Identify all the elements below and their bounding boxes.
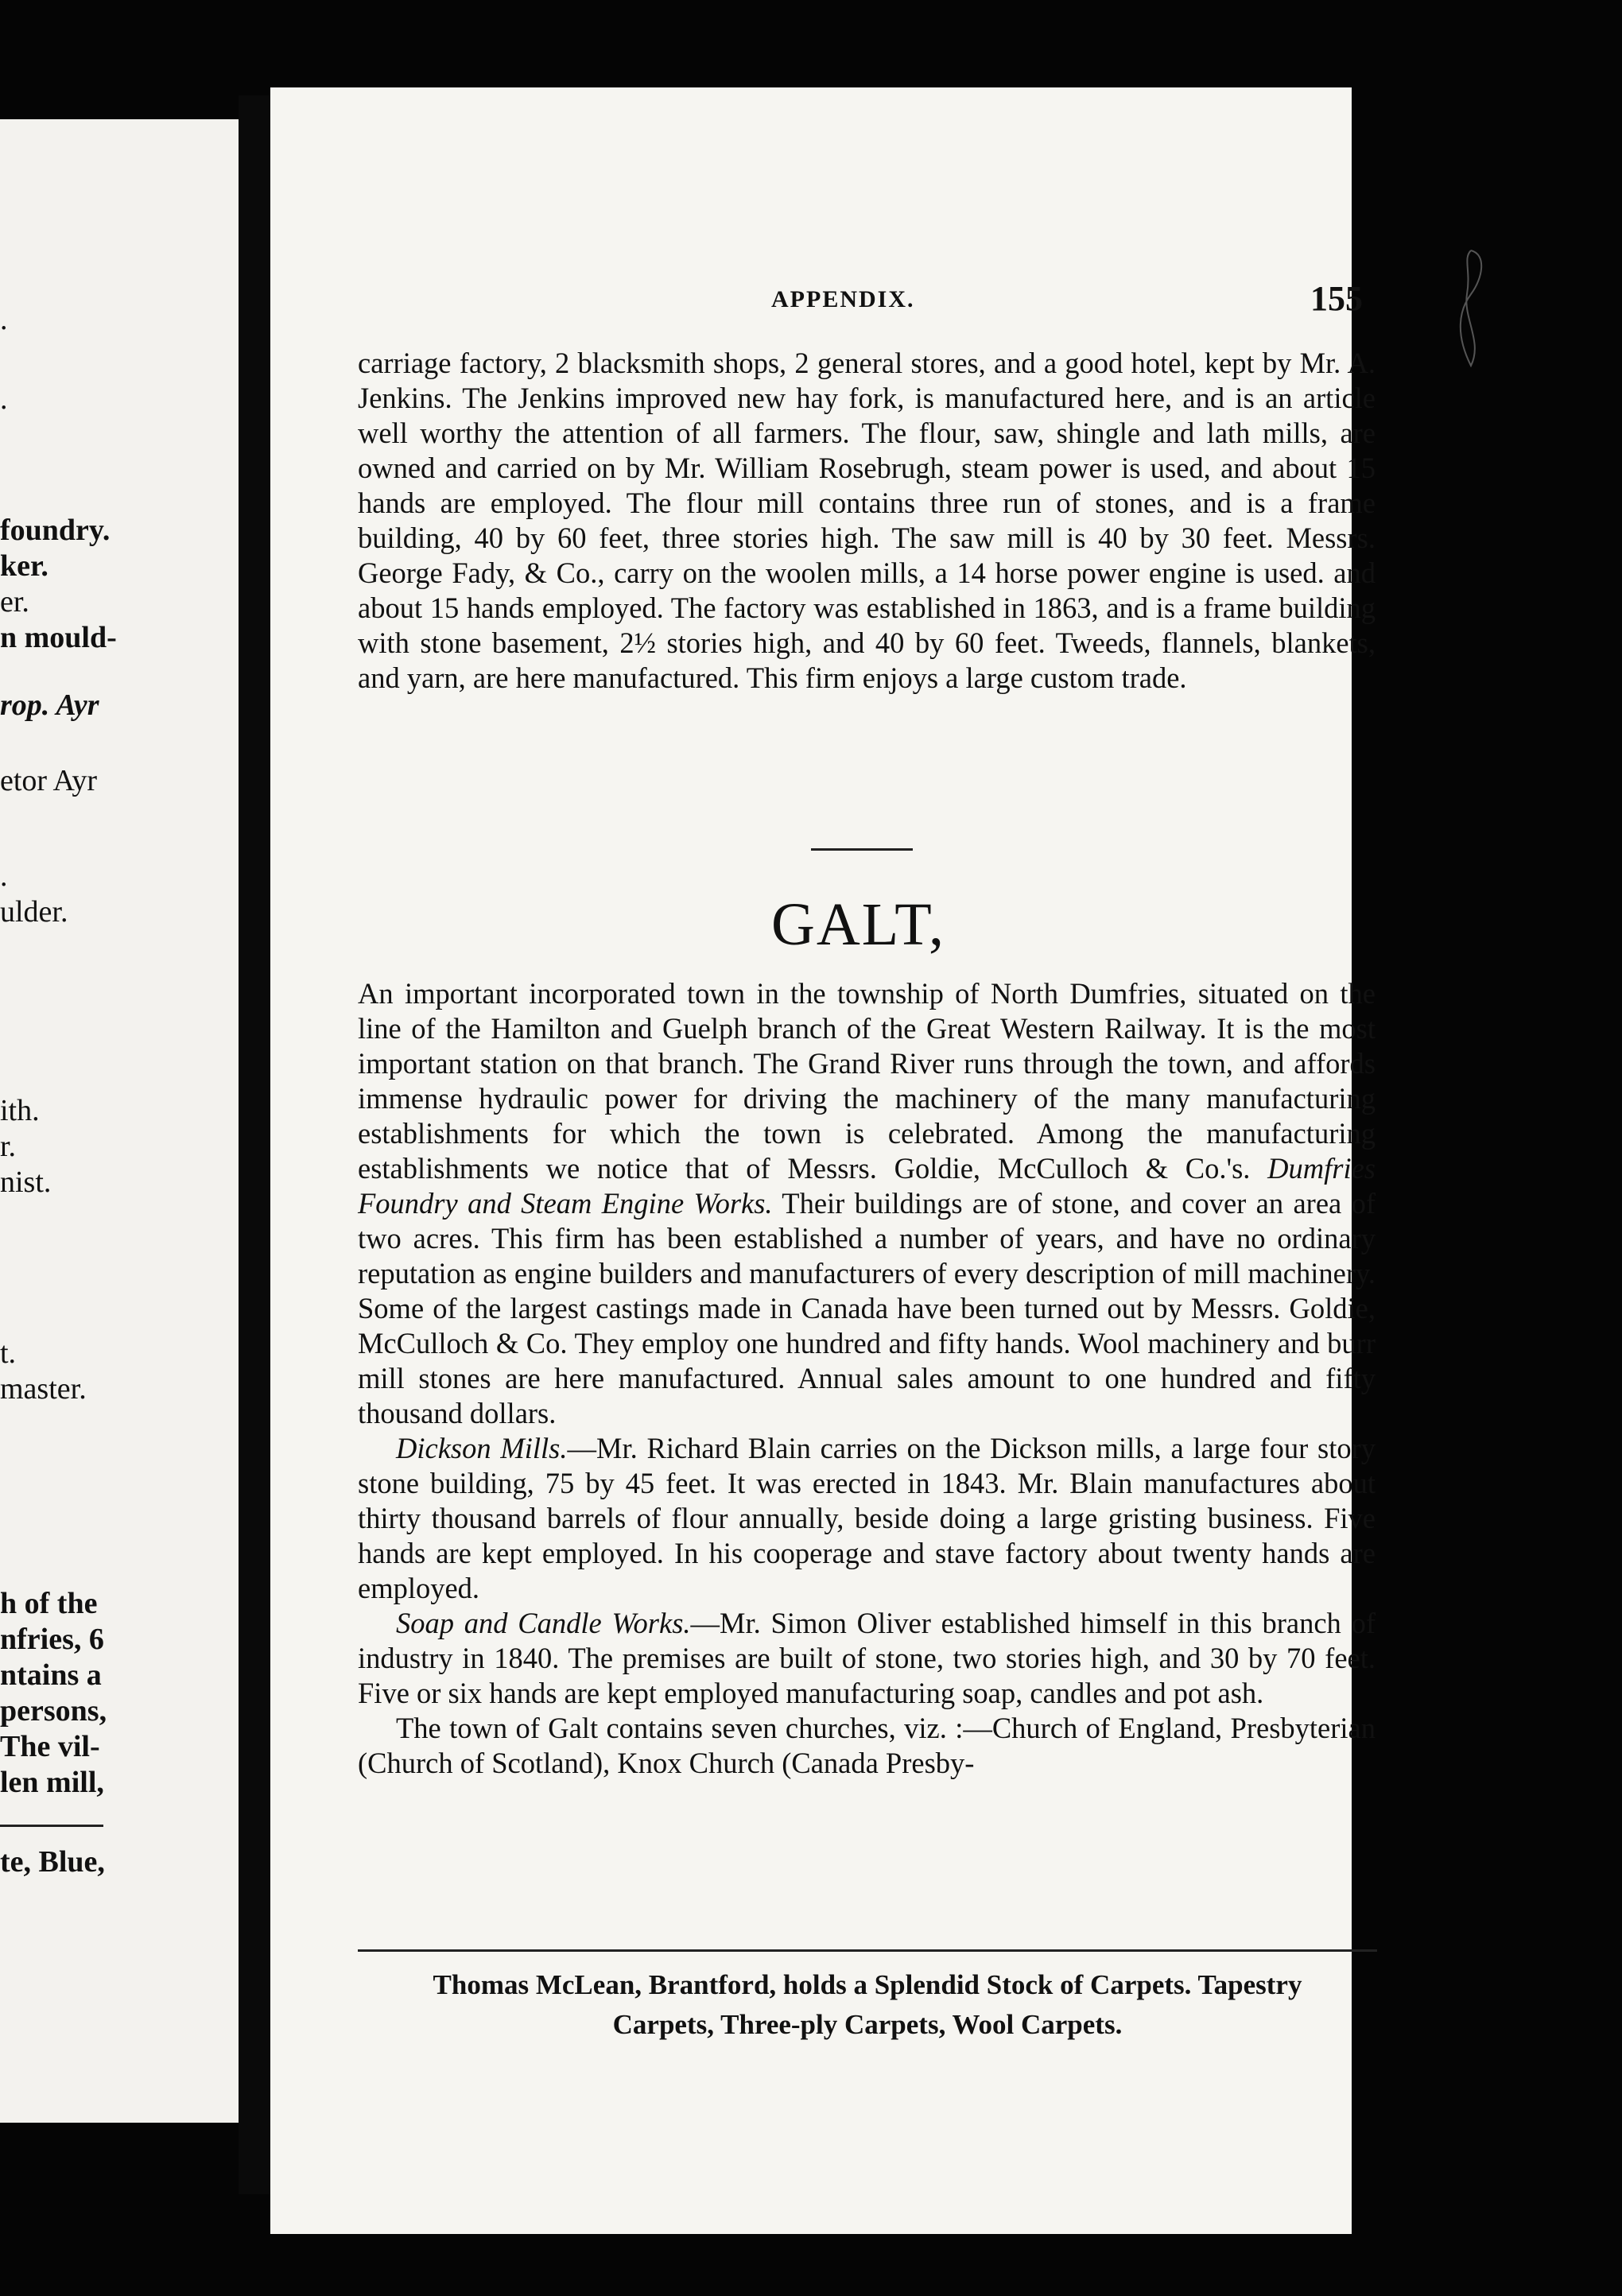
book-page bbox=[270, 87, 1376, 2234]
paragraph-soap-candle bbox=[358, 1606, 1376, 1711]
left-page-line: r. bbox=[0, 1130, 17, 1163]
left-page-line: ith. bbox=[0, 1094, 40, 1127]
left-page-line: . bbox=[0, 303, 8, 336]
pencil-mark bbox=[1447, 246, 1495, 382]
section-title: GALT, bbox=[771, 891, 945, 958]
left-page-line: nfries, 6 bbox=[0, 1623, 104, 1656]
paragraph-text: —Mr. Simon Oliver established himself in this branch of industry in 1840. The premises are built of stone, two stories high, and 30 by 70 feet. Five or six hands are kept employed manufacturing soap, candles and pot ash. bbox=[358, 1607, 1376, 1709]
subheading: Soap and Candle Works. bbox=[396, 1607, 691, 1639]
advertisement-line: Carpets, Three-ply Carpets, Wool Carpets. bbox=[612, 2009, 1123, 2040]
paragraph: carriage factory, 2 blacksmith shops, 2 general stores, and a good hotel, kept by Mr. A. Jenkins. The Jenkins improved new hay fork, is manufactured here, and is an article well worthy the attention of all farmers. The flour, saw, shingle and lath mills, are owned and carried on by Mr. William Rosebrugh, steam power is used, and about 15 hands are employed. The flour mill contains three run of stones, and is a frame building, 40 by 60 feet, three stories high. The saw mill is 40 by 30 feet. Messrs. George Fady, & Co., carry on the woolen mills, a 14 horse power engine is used. and about 15 hands employed. The factory was established in 1863, and is a frame building with stone basement, 2½ stories high, and 40 by 60 feet. Tweeds, flannels, blankets, and yarn, are here manufactured. This firm enjoys a large custom trade. bbox=[358, 347, 1376, 694]
left-page-line: rop. Ayr bbox=[0, 688, 99, 722]
left-page-line: n mould- bbox=[0, 621, 117, 654]
left-page-line: len mill, bbox=[0, 1766, 104, 1799]
left-page-line: . bbox=[0, 859, 8, 893]
left-page-line: h of the bbox=[0, 1587, 98, 1620]
paragraph-text: Their buildings are of stone, and cover an area of two acres. This firm has been established a number of years, and have no ordinary reputation as engine builders and manufacturers of every description of mill machinery. Some of the largest castings made in Canada have been turned out by Messrs. Goldie, McCulloch & Co. They employ one hundred and fifty hands. Wool machinery and burr mill stones are here manufactured. Annual sales amount to one hundred and fifty thousand dollars. bbox=[358, 1187, 1376, 1429]
running-head: APPENDIX. bbox=[771, 286, 915, 312]
paragraph-text: An important incorporated town in the township of North Dumfries, situated on the line of the Hamilton and Guelph branch of the Great Western Railway. It is the most important station on that branch. The Grand River runs through the town, and affords immense hydraulic power for driving the machinery of the many manufacturing establishments for which the town is celebrated. Among the manufacturing establishments we notice that of Messrs. Goldie, McCulloch & Co.'s. bbox=[358, 977, 1376, 1185]
left-page-line: er. bbox=[0, 585, 29, 619]
footer-rule bbox=[358, 1949, 1377, 1952]
left-page-line: nist. bbox=[0, 1165, 52, 1199]
paragraph-galt-intro bbox=[358, 976, 1376, 1431]
left-page-line: . bbox=[0, 382, 8, 416]
left-page-line: foundry. bbox=[0, 514, 111, 547]
left-page-line: persons, bbox=[0, 1694, 107, 1728]
section-divider bbox=[811, 848, 913, 851]
works-name: Dumfries Foundry and Steam Engine Works. bbox=[358, 1152, 1376, 1220]
left-page-line: master. bbox=[0, 1372, 87, 1406]
paragraph-dickson-mills bbox=[358, 1431, 1376, 1606]
left-page-line: The vil- bbox=[0, 1730, 100, 1763]
page-header bbox=[270, 278, 1363, 326]
left-page-line: ntains a bbox=[0, 1658, 102, 1692]
continued-paragraph bbox=[358, 346, 1376, 696]
book-gutter bbox=[239, 95, 270, 2194]
left-page-line: ulder. bbox=[0, 895, 68, 929]
left-page-line: te, Blue, bbox=[0, 1845, 105, 1879]
page-number: 155 bbox=[1310, 279, 1363, 318]
left-page-line: ker. bbox=[0, 549, 49, 583]
advertisement-line: Thomas McLean, Brantford, holds a Splendid Stock of Carpets. Tapestry bbox=[433, 1969, 1302, 2000]
left-page-fragment bbox=[0, 119, 239, 2123]
advertisement bbox=[358, 1965, 1377, 2045]
paragraph-churches: The town of Galt contains seven churches, viz. :—Church of England, Presbyterian (Church of Scotland), Knox Church (Canada Presby- bbox=[358, 1712, 1376, 1779]
left-page-rule bbox=[0, 1825, 103, 1827]
left-page-line: t. bbox=[0, 1336, 17, 1370]
galt-section bbox=[358, 976, 1376, 1781]
paragraph-text: —Mr. Richard Blain carries on the Dickson mills, a large four story stone building, 75 by 45 feet. It was erected in 1843. Mr. Blain manufactures about thirty thousand barrels of flour annually, beside doing a large gristing business. Five hands are kept employed. In his cooperage and stave factory about twenty hands are employed. bbox=[358, 1432, 1376, 1604]
subheading: Dickson Mills. bbox=[396, 1432, 568, 1464]
left-page-line: etor Ayr bbox=[0, 764, 98, 797]
